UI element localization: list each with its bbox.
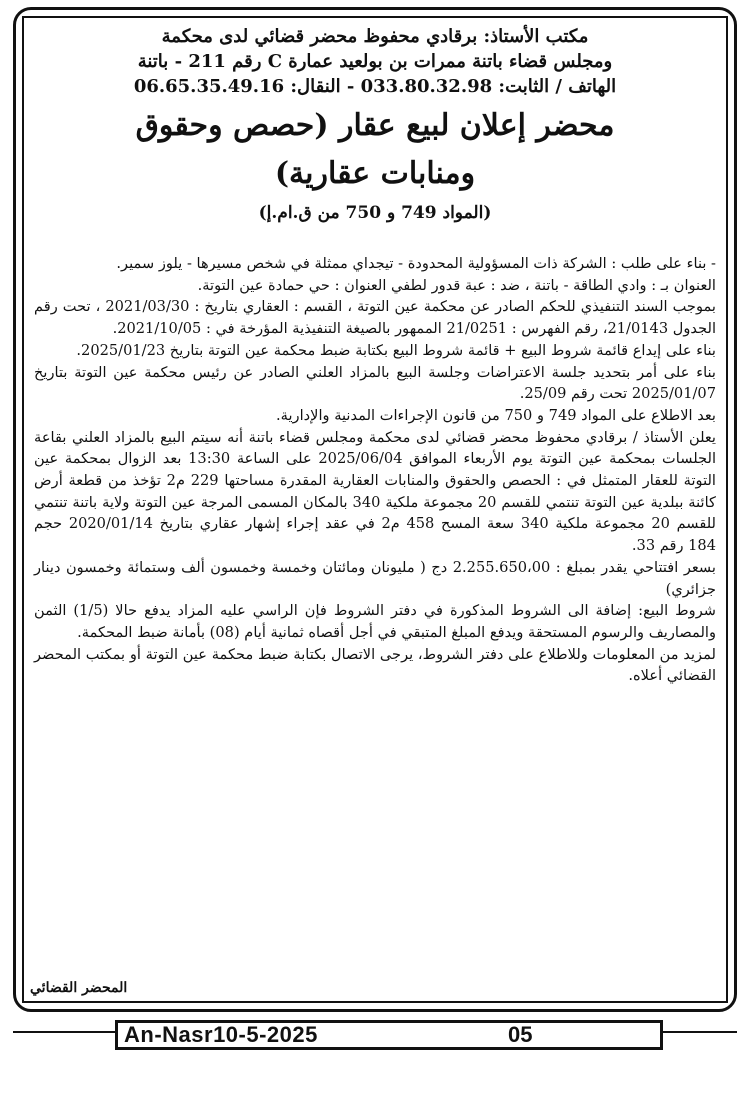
title-line-1: محضر إعلان لبيع عقار (حصص وحقوق: [135, 108, 615, 143]
paragraph-conditions-deposit: بناء على إيداع قائمة شروط البيع + قائمة شروط البيع بكتابة ضبط محكمة عين التوتة بتاريخ 2025/01/23.: [76, 341, 716, 359]
paragraph-judgment: بموجب السند التنفيذي للحكم الصادر عن محكمة عين التوتة ، القسم : العقاري بتاريخ : 2021/03/30 ، تحت رقم الجدول 21/0143، رقم الفهرس : 21/0251 الممهور بالصيغة التنفيذية المؤرخة في : 2021/10/05.: [34, 298, 716, 338]
paragraph-requester: - بناء على طلب : الشركة ذات المسؤولية المحدودة - تيجداي ممثلة في شخص مسيرها - يلوز سمير.: [116, 255, 716, 272]
paragraph-opening-price: بسعر افتتاحي يقدر بمبلغ : 2.255.650،00 دج ( مليونان ومائتان وخمسة وخمسون ألف وستمائة وخمسون دينار جزائري): [34, 558, 716, 598]
office-phones: الهاتف / الثابت: 033.80.32.98 - النقال: 06.65.35.49.16: [133, 76, 617, 97]
paragraph-hearing-order: بناء على أمر بتحديد جلسة الاعتراضات وجلسة البيع بالمزاد العلني الصادر عن رئيس محكمة عين التوتة بتاريخ 2025/01/07 تحت رقم 25/09.: [34, 363, 716, 403]
paragraph-more-info: لمزيد من المعلومات وللاطلاع على دفتر الشروط، يرجى الاتصال بكتابة ضبط محكمة عين التوتة أو بمكتب المحضر القضائي أعلاه.: [34, 645, 716, 685]
office-line-2: ومجلس قضاء باتنة ممرات بن بولعيد عمارة C رقم 211 - باتنة: [137, 51, 613, 72]
paragraph-legal-basis: بعد الاطلاع على المواد 749 و 750 من قانون الإجراءات المدنية والإدارية.: [276, 406, 716, 424]
legal-articles: (المواد 749 و 750 من ق.ام.إ): [258, 203, 492, 223]
signature: المحضر القضائي: [30, 980, 128, 996]
office-line-1: مكتب الأستاذ: برقادي محفوظ محضر قضائي لدى محكمة: [161, 26, 589, 47]
paragraph-sale-announcement: يعلن الأستاذ / برقادي محفوظ محضر قضائي لدى محكمة ومجلس قضاء باتنة أنه سيتم البيع بالمزاد العلني بقاعة الجلسات بمحكمة عين التوتة يوم الأربعاء الموافق 2025/06/04 على الساعة 13:30 بعد الزوال بمحكمة عين التوتة للعقار المتمثل في : الحصص والحقوق والمنابات العقارية المقدرة مساحتها 229 م2 تؤخذ من قطعة أرض كائنة ببلدية عين التوتة تنتمي للقسم 20 مجموعة ملكية 340 بالمكان المسمى المرجة عين التوتة ولاية باتنة تنتمي للقسم 20 مجموعة ملكية 340 سعة المسح 458 م2 في عقد إجراء إشهار عقاري بتاريخ 2020/01/14 حجم 184 رقم 33.: [34, 428, 717, 555]
paragraph-sale-conditions: شروط البيع: إضافة الى الشروط المذكورة في دفتر الشروط فإن الراسي عليه المزاد يدفع حالا (1/5) الثمن والمصاريف والرسوم المستحقة ويدفع المبلغ المتبقي في أجل أقصاه ثمانية أيام (08) بأمانة ضبط المحكمة.: [34, 602, 716, 641]
announcement-body: [30, 253, 720, 687]
page-number: 05: [508, 1022, 533, 1047]
title-line-2: ومنابات عقارية): [274, 156, 476, 191]
announcement: [30, 24, 720, 1004]
footer-box: [115, 1020, 663, 1050]
paragraph-address: العنوان بـ : وادي الطاقة - باتنة ، ضد : عبة قدور لطفي العنوان : حي حمادة عين التوتة.: [197, 276, 716, 294]
publication-label: An-Nasr10-5-2025: [124, 1022, 318, 1047]
